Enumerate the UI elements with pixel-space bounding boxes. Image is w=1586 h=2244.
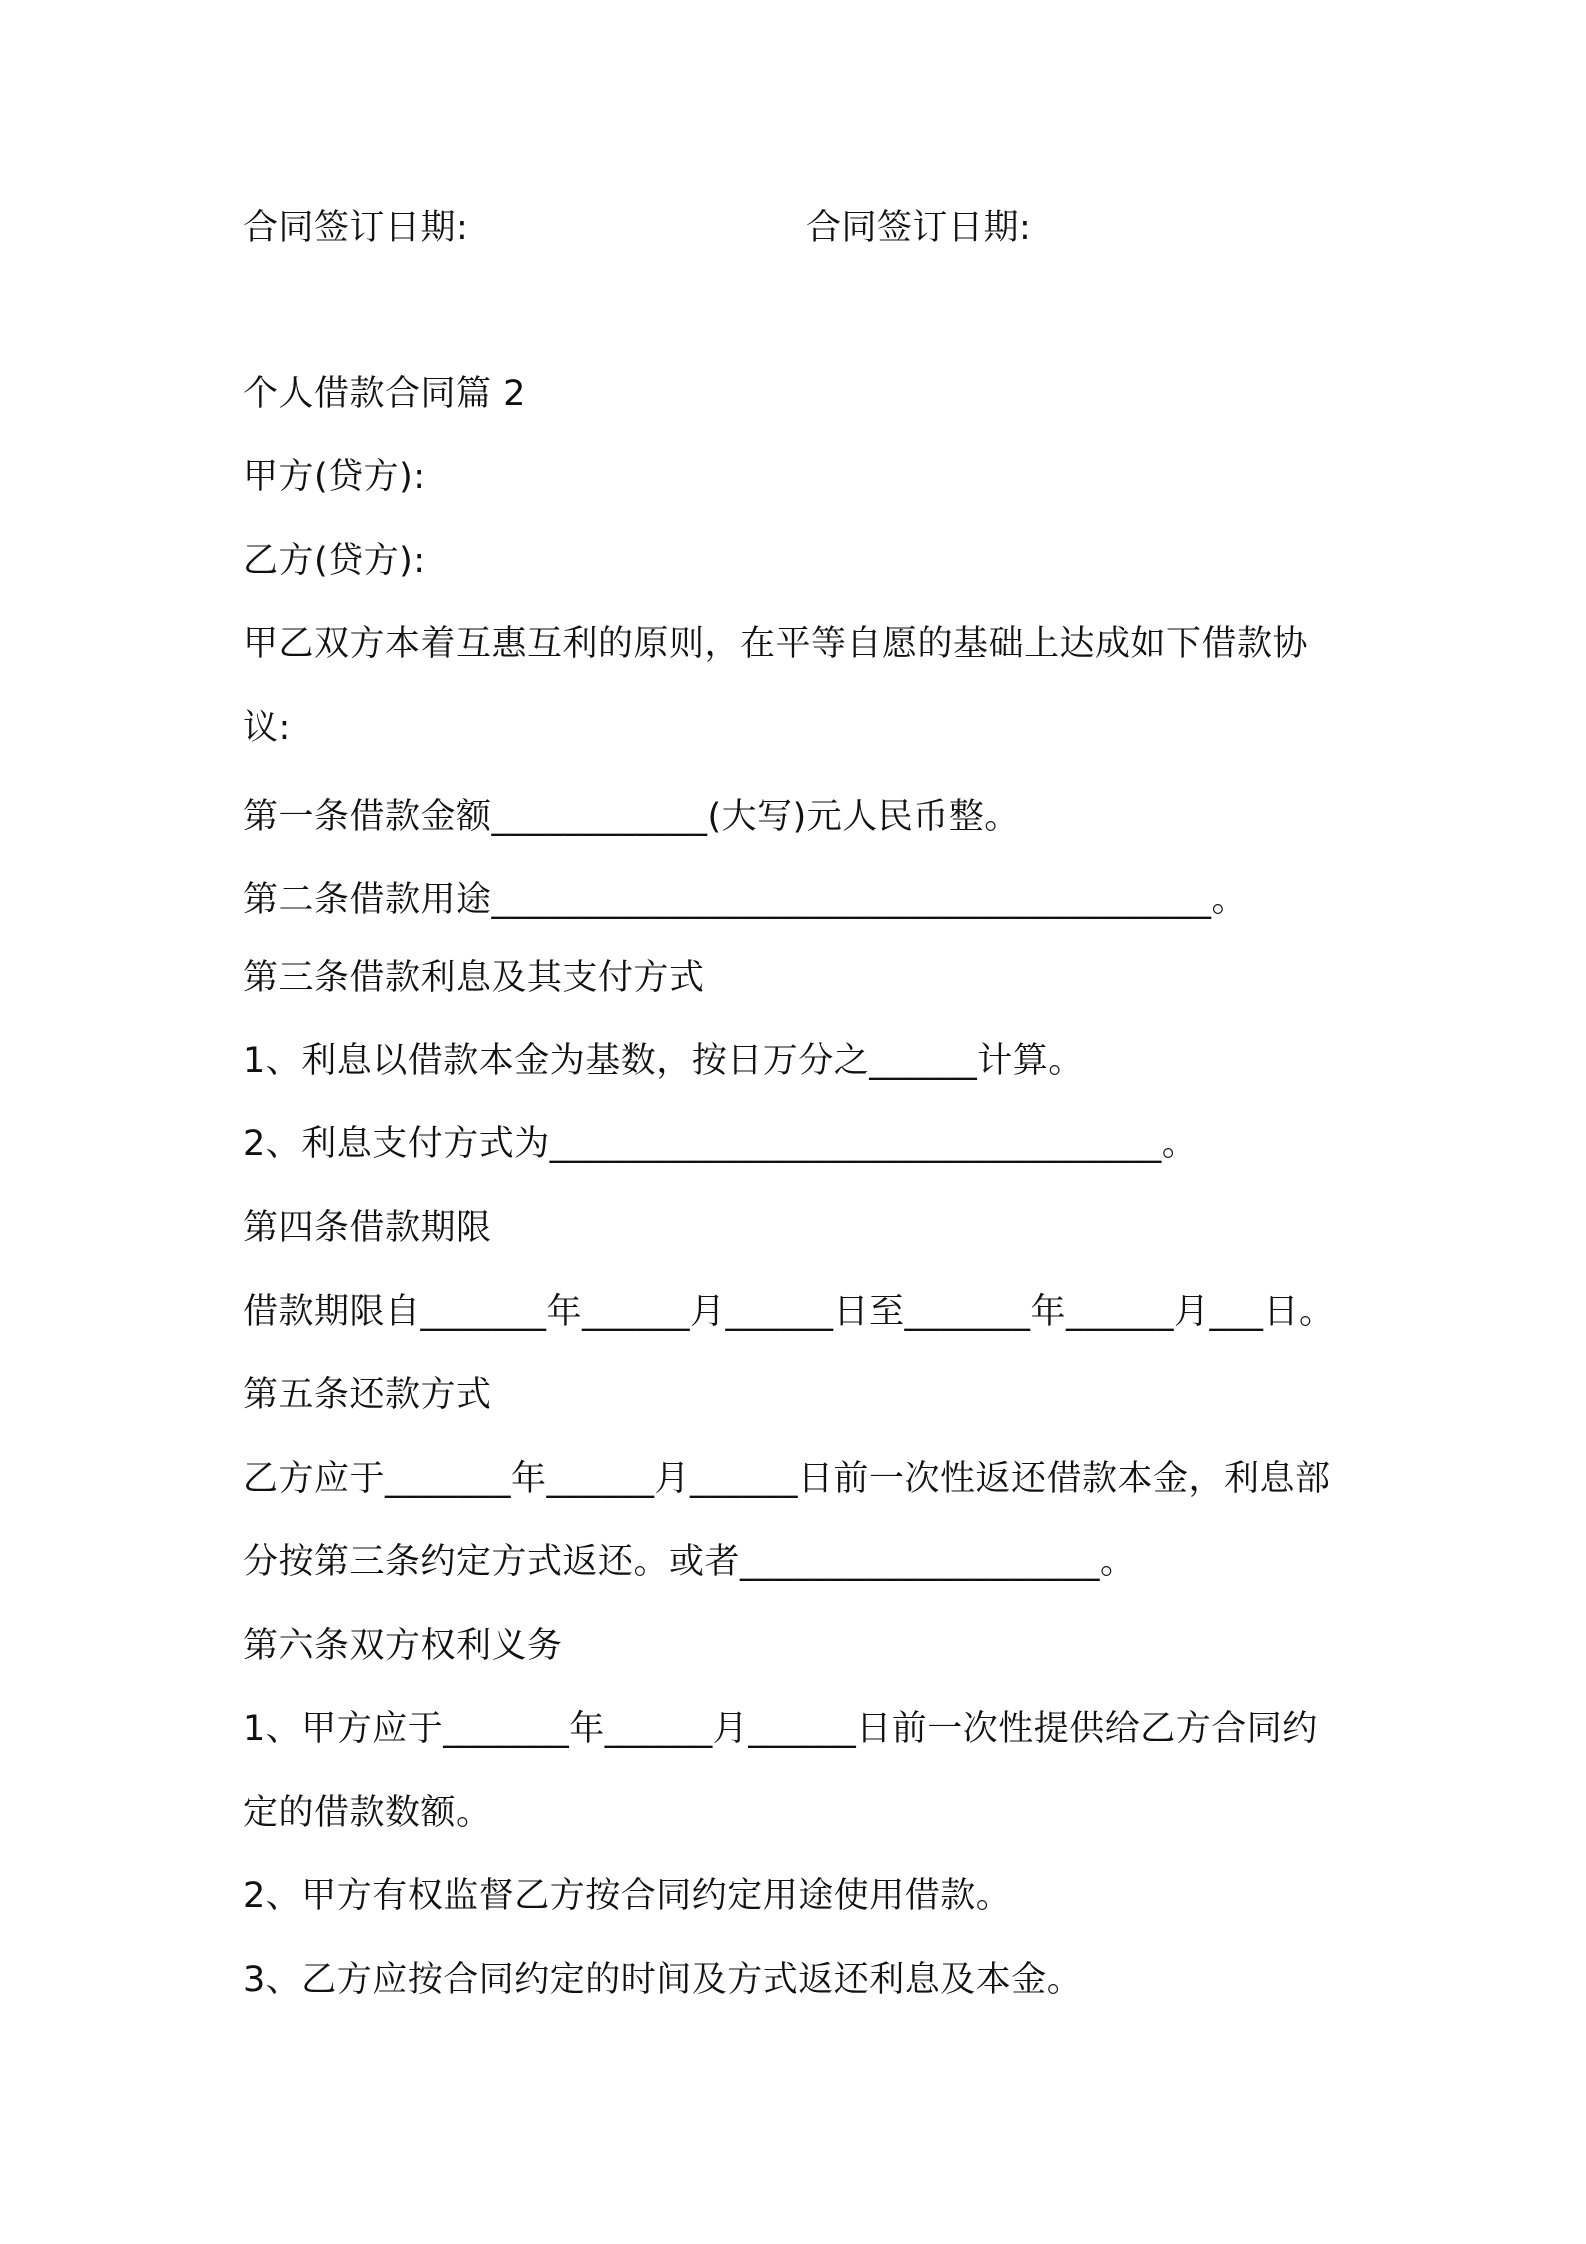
article-5-heading: 第五条还款方式 bbox=[243, 1375, 492, 1415]
article-3-item-2: 2、利息支付方式为__________________________________。 bbox=[243, 1124, 1198, 1164]
signature-date-right: 合同签订日期: bbox=[806, 208, 1032, 248]
party-b-line: 乙方(贷方): bbox=[243, 541, 426, 581]
article-3-heading: 第三条借款利息及其支付方式 bbox=[243, 958, 705, 998]
signature-date-left: 合同签订日期: bbox=[243, 208, 469, 248]
article-1-amount: 第一条借款金额____________(大写)元人民币整。 bbox=[243, 797, 1020, 837]
article-6-item-3: 3、乙方应按合同约定的时间及方式返还利息及本金。 bbox=[243, 1960, 1083, 2000]
article-6-item-1-line-1: 1、甲方应于_______年______月______日前一次性提供给乙方合同约 bbox=[243, 1709, 1318, 1749]
article-5-line-1: 乙方应于_______年______月______日前一次性返还借款本金，利息部 bbox=[243, 1459, 1331, 1499]
preamble-line-2: 议: bbox=[243, 708, 291, 748]
article-6-item-2: 2、甲方有权监督乙方按合同约定用途使用借款。 bbox=[243, 1876, 1012, 1916]
article-4-heading: 第四条借款期限 bbox=[243, 1208, 492, 1248]
article-2-purpose: 第二条借款用途________________________________________。 bbox=[243, 880, 1248, 920]
article-6-item-1-line-2: 定的借款数额。 bbox=[243, 1793, 492, 1833]
article-3-item-1: 1、利息以借款本金为基数，按日万分之______计算。 bbox=[243, 1041, 1084, 1081]
article-4-period: 借款期限自_______年______月______日至_______年______月___日。 bbox=[243, 1292, 1335, 1332]
article-6-heading: 第六条双方权利义务 bbox=[243, 1626, 563, 1666]
party-a-line: 甲方(贷方): bbox=[243, 457, 426, 497]
preamble-line-1: 甲乙双方本着互惠互利的原则，在平等自愿的基础上达成如下借款协 bbox=[243, 624, 1309, 664]
document-title: 个人借款合同篇 2 bbox=[243, 374, 526, 414]
article-5-line-2: 分按第三条约定方式返还。或者____________________。 bbox=[243, 1542, 1136, 1582]
